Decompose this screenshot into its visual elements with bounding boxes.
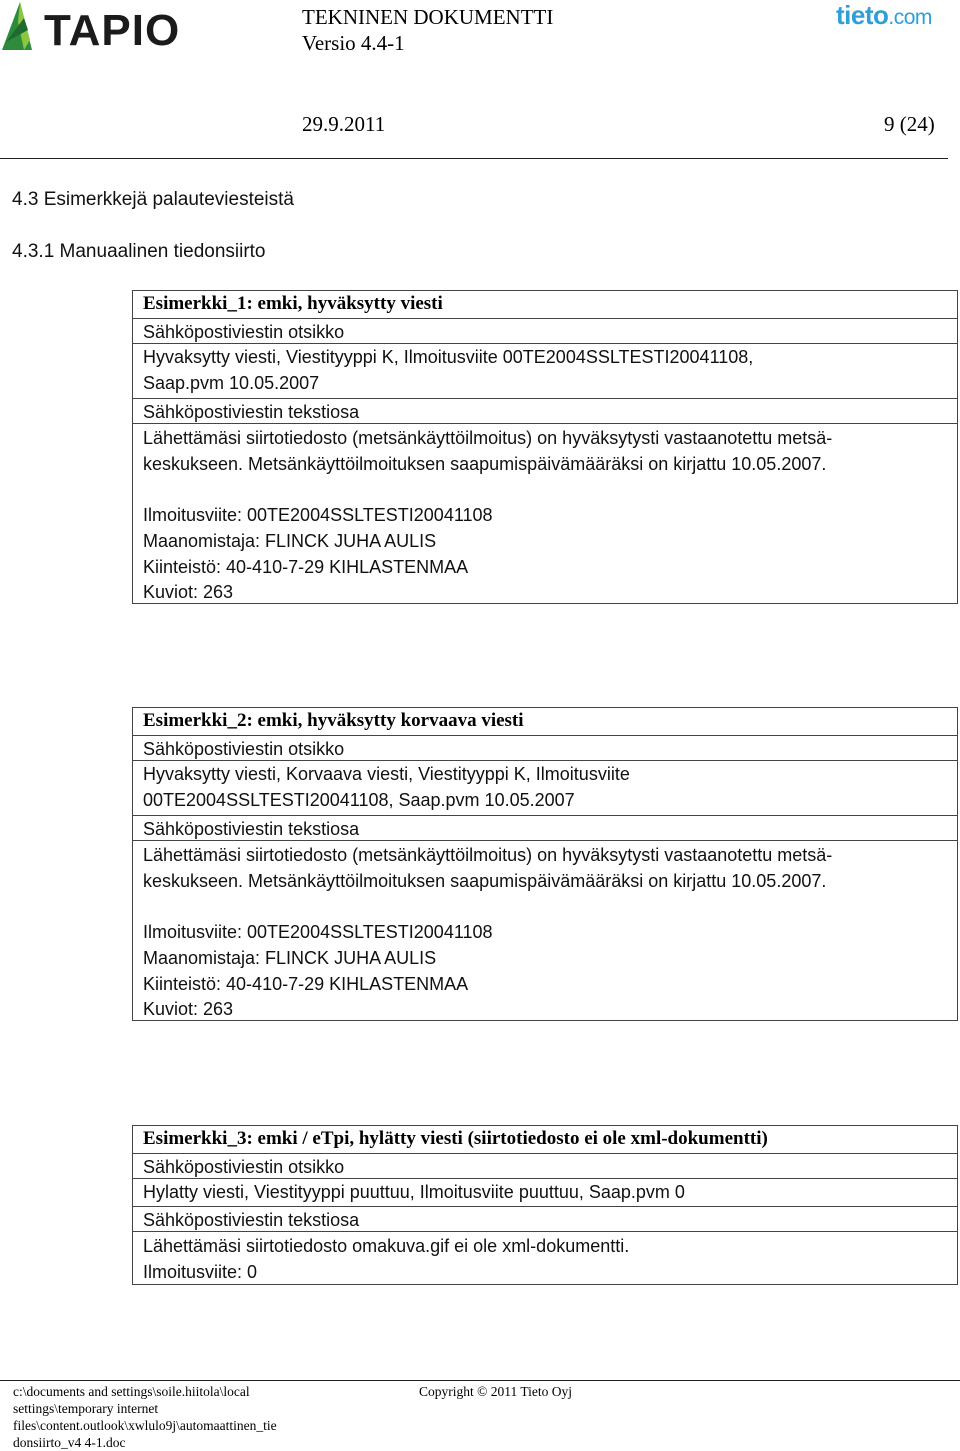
body-line: keskukseen. Metsänkäyttöilmoituksen saapumispäivämääräksi on kirjattu 10.05.2007. <box>143 871 827 891</box>
example-title: Esimerkki_1: emki, hyväksytty viesti <box>143 293 443 314</box>
body-line: keskukseen. Metsänkäyttöilmoituksen saapumispäivämääräksi on kirjattu 10.05.2007. <box>143 454 827 474</box>
tapio-logo <box>0 0 240 52</box>
footer-copyright: Copyright © 2011 Tieto Oyj <box>419 1384 573 1399</box>
subject-line: Hyvaksytty viesti, Viestityyppi K, Ilmoitusviite 00TE2004SSLTESTI20041108, <box>143 347 754 367</box>
document-version: Versio 4.4-1 <box>302 31 405 55</box>
detail-line: Kiinteistö: 40-410-7-29 KIHLASTENMAA <box>143 974 469 994</box>
subject-line: 00TE2004SSLTESTI20041108, Saap.pvm 10.05.2007 <box>143 790 575 810</box>
example-box-3 <box>132 1125 958 1285</box>
subject-line: Saap.pvm 10.05.2007 <box>143 373 320 393</box>
body-label: Sähköpostiviestin tekstiosa <box>133 1206 957 1232</box>
detail-line: Maanomistaja: FLINCK JUHA AULIS <box>143 531 437 551</box>
detail-line: Maanomistaja: FLINCK JUHA AULIS <box>143 948 437 968</box>
footer-file-path <box>13 1383 313 1451</box>
footer-path-line: c:\documents and settings\soile.hiitola\local <box>13 1384 250 1399</box>
header-divider <box>0 158 948 159</box>
footer-path-line: files\content.outlook\xwlulo9j\automaattinen_tie <box>13 1418 277 1433</box>
footer-divider <box>0 1380 960 1381</box>
example-box-2 <box>132 707 958 1021</box>
subsection-heading: 4.3.1 Manuaalinen tiedonsiirto <box>12 241 266 262</box>
body-line: Ilmoitusviite: 0 <box>143 1262 258 1282</box>
example-title: Esimerkki_3: emki / eTpi, hylätty viesti (siirtotiedosto ei ole xml-dokumentti) <box>143 1128 768 1149</box>
subject-line: Hyvaksytty viesti, Korvaava viesti, Viestityyppi K, Ilmoitusviite <box>143 764 630 784</box>
detail-line: Ilmoitusviite: 00TE2004SSLTESTI20041108 <box>143 922 493 942</box>
detail-line: Ilmoitusviite: 00TE2004SSLTESTI20041108 <box>143 505 493 525</box>
body-line: Lähettämäsi siirtotiedosto (metsänkäyttöilmoitus) on hyväksytysti vastaanotettu metsä- <box>143 428 833 448</box>
subject-label: Sähköpostiviestin otsikko <box>133 318 957 344</box>
detail-line: Kuviot: 263 <box>143 999 234 1019</box>
tieto-suffix: .com <box>888 6 932 29</box>
document-date: 29.9.2011 <box>302 112 386 136</box>
tapio-wordmark: TAPIO <box>44 6 181 52</box>
footer-path-line: settings\temporary internet <box>13 1401 159 1416</box>
section-heading: 4.3 Esimerkkejä palauteviesteistä <box>12 189 294 210</box>
detail-line: Kuviot: 263 <box>143 582 234 602</box>
subject-line: Hylatty viesti, Viestityyppi puuttuu, Ilmoitusviite puuttuu, Saap.pvm 0 <box>143 1182 685 1202</box>
tree-icon <box>2 2 32 50</box>
body-label: Sähköpostiviestin tekstiosa <box>133 815 957 841</box>
page-number: 9 (24) <box>884 112 935 136</box>
body-label: Sähköpostiviestin tekstiosa <box>133 398 957 424</box>
detail-line: Kiinteistö: 40-410-7-29 KIHLASTENMAA <box>143 557 469 577</box>
example-title: Esimerkki_2: emki, hyväksytty korvaava viesti <box>143 710 524 731</box>
subject-label: Sähköpostiviestin otsikko <box>133 735 957 761</box>
document-title: TEKNINEN DOKUMENTTI <box>302 5 554 29</box>
footer-path-line: donsiirto_v4 4-1.doc <box>13 1435 126 1450</box>
tieto-wordmark: tieto <box>836 0 889 30</box>
tieto-logo <box>836 0 932 31</box>
body-line: Lähettämäsi siirtotiedosto omakuva.gif ei ole xml-dokumentti. <box>143 1236 630 1256</box>
example-box-1 <box>132 290 958 604</box>
subject-label: Sähköpostiviestin otsikko <box>133 1153 957 1179</box>
body-line: Lähettämäsi siirtotiedosto (metsänkäyttöilmoitus) on hyväksytysti vastaanotettu metsä- <box>143 845 833 865</box>
